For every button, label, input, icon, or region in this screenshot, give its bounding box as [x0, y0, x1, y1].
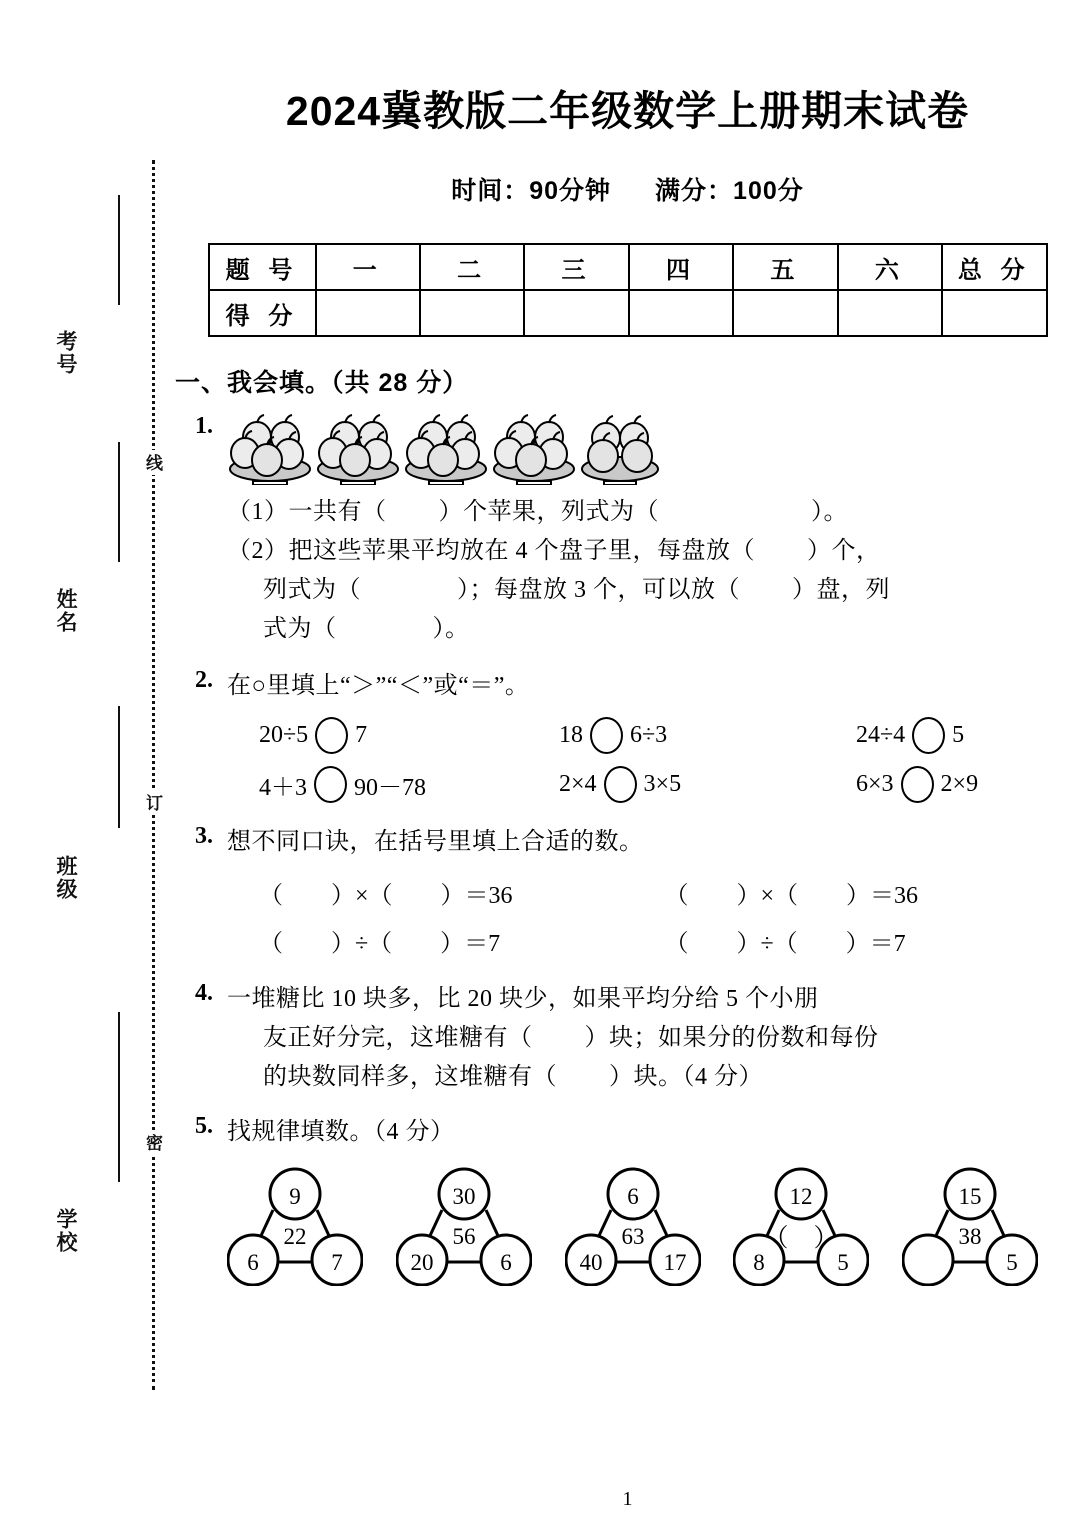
comparison-item	[856, 766, 978, 803]
score-col-4: 四	[629, 244, 733, 290]
comparison-circle[interactable]	[590, 717, 623, 754]
triangle-top-value: 9	[289, 1183, 301, 1209]
triangle-center-value: 63	[621, 1223, 644, 1249]
q1-p2-text-c: 列式为（	[263, 576, 361, 603]
question-4	[175, 980, 1070, 1097]
field-rule-class	[118, 706, 120, 828]
seal-char-bind: 订	[140, 790, 165, 815]
field-rule-school	[118, 1012, 120, 1182]
comparison-item	[259, 766, 559, 803]
q4-text-b: ）块；如果分的份数和每份	[584, 1025, 879, 1052]
triangle-top-value: 15	[958, 1183, 982, 1209]
q1-p2-text-g: ）。	[432, 615, 470, 642]
triangle-center-blank: （ ）	[763, 1224, 839, 1252]
triangle-right-value: 6	[500, 1249, 512, 1275]
question-1	[175, 413, 1070, 649]
sidebar-field-school: 学校	[54, 1208, 77, 1254]
question-4-number: 4.	[195, 980, 213, 1007]
triangle-center-value: 56	[452, 1223, 476, 1249]
q1-p1-text-a: （1）一共有（	[227, 499, 387, 525]
exam-total-score: 满分：100分	[655, 177, 804, 205]
page-title: 2024冀教版二年级数学上册期末试卷	[285, 88, 970, 134]
page-number: 1	[622, 1488, 633, 1510]
apple-plate	[579, 413, 661, 485]
cmp-left: 4＋3	[259, 775, 307, 802]
triangle-right-value: 5	[1006, 1249, 1018, 1275]
triangle-puzzle	[396, 1166, 532, 1286]
score-col-3: 三	[524, 244, 628, 290]
question-1-part-2	[227, 532, 1070, 571]
score-cell-6[interactable]	[838, 290, 942, 336]
apples-illustration	[227, 413, 1070, 485]
score-col-6: 六	[838, 244, 942, 290]
field-rule-name	[118, 442, 120, 562]
table-row	[209, 290, 1047, 336]
score-col-total: 总 分	[942, 244, 1046, 290]
score-cell-2[interactable]	[420, 290, 524, 336]
exam-meta	[175, 171, 1080, 207]
cmp-right: 7	[355, 722, 368, 749]
question-1-number: 1.	[195, 413, 213, 439]
question-4-line1: 一堆糖比 10 块多，比 20 块少，如果平均分给 5 个小朋	[227, 986, 819, 1013]
apple-plate	[403, 413, 489, 485]
triangle-puzzle	[902, 1166, 1038, 1286]
q1-p1-text-c: ）。	[811, 499, 848, 525]
score-cell-3[interactable]	[524, 290, 628, 336]
comparison-item	[559, 717, 856, 754]
cmp-right: 6÷3	[630, 722, 668, 749]
cmp-right: 3×5	[643, 771, 682, 798]
triangle-left-value: 8	[753, 1249, 765, 1275]
question-1-part-2-line3	[227, 610, 1070, 649]
triangle-top-value: 30	[452, 1183, 476, 1209]
q4-text-d: ）块。（4 分）	[609, 1064, 763, 1090]
question-1-part-2-line2	[227, 571, 1070, 610]
seal-sidebar	[0, 0, 175, 1527]
equation-row-2	[227, 923, 1070, 958]
comparison-circle[interactable]	[314, 766, 347, 803]
comparison-item	[559, 766, 856, 803]
exam-page	[175, 0, 1080, 1527]
cmp-left: 6×3	[856, 771, 894, 798]
question-2	[175, 667, 1070, 804]
equation-row-1	[227, 875, 1070, 910]
q1-p1-text-b: ）个苹果，列式为（	[438, 499, 659, 525]
comparison-circle[interactable]	[901, 766, 934, 803]
fill-equation[interactable]: （ ）÷（ ）＝7	[664, 931, 906, 958]
score-col-2: 二	[420, 244, 524, 290]
sidebar-field-name: 姓名	[54, 588, 77, 634]
score-table-row-label-score: 得 分	[209, 290, 316, 336]
score-table	[208, 243, 1048, 337]
triangle-puzzle	[733, 1166, 869, 1286]
seal-dotted-line	[152, 160, 155, 1390]
sidebar-field-class: 班级	[54, 855, 77, 901]
cmp-right: 90－78	[354, 775, 426, 802]
q1-p2-text-f: 式为（	[263, 615, 337, 642]
sidebar-field-exam-number: 考号	[54, 330, 77, 376]
triangle-right-value: 7	[331, 1249, 343, 1275]
seal-char-line: 线	[140, 450, 165, 475]
fill-equation[interactable]: （ ）×（ ）＝36	[664, 883, 919, 910]
question-3-number: 3.	[195, 823, 213, 850]
comparison-item	[259, 717, 559, 754]
triangle-right-value: 5	[837, 1249, 849, 1275]
q1-p2-text-b: ）个，	[807, 537, 881, 564]
comparison-circle[interactable]	[604, 766, 637, 803]
comparison-circle[interactable]	[315, 717, 348, 754]
question-5-number: 5.	[195, 1112, 213, 1139]
q1-p2-text-d: ）；每盘放 3 个，可以放（	[457, 576, 740, 603]
field-rule-exam	[118, 195, 120, 305]
triangle-puzzle	[565, 1166, 701, 1286]
score-cell-total[interactable]	[942, 290, 1046, 336]
score-cell-5[interactable]	[733, 290, 837, 336]
question-3-prompt: 想不同口诀，在括号里填上合适的数。	[227, 829, 644, 856]
fill-equation[interactable]: （ ）×（ ）＝36	[259, 883, 513, 910]
apple-plate	[315, 413, 401, 485]
question-4-line2	[227, 1019, 1070, 1058]
cmp-left: 2×4	[559, 771, 597, 798]
cmp-right: 2×9	[940, 771, 979, 798]
triangle-top-value: 12	[789, 1183, 813, 1209]
triangle-center-value: 38	[958, 1223, 982, 1249]
cmp-left: 24÷4	[856, 722, 906, 749]
question-1-part-1	[227, 493, 1070, 532]
question-5	[175, 1113, 1070, 1152]
triangle-left-value: 6	[247, 1249, 259, 1275]
q4-text-c: 的块数同样多，这堆糖有（	[263, 1064, 557, 1090]
section-heading-1: 一、我会填。（共 28 分）	[175, 369, 469, 397]
question-3	[175, 823, 1070, 958]
fill-equation[interactable]: （ ）÷（ ）＝7	[259, 931, 501, 958]
score-table-row-label-qnum: 题 号	[209, 244, 316, 290]
question-4-line3	[227, 1058, 1070, 1097]
q1-p2-text-a: （2）把这些苹果平均放在 4 个盘子里，每盘放（	[227, 537, 755, 564]
triangle-right-value: 17	[663, 1249, 686, 1275]
exam-time: 时间：90分钟	[451, 177, 612, 205]
triangle-center-value: 22	[283, 1223, 307, 1249]
comparison-item	[856, 717, 964, 754]
comparison-circle[interactable]	[912, 717, 945, 754]
triangle-left-value: 20	[410, 1249, 434, 1275]
score-cell-4[interactable]	[629, 290, 733, 336]
question-2-prompt: 在○里填上“＞”“＜”或“＝”。	[227, 672, 530, 699]
cmp-left: 18	[559, 722, 583, 749]
apple-plate	[491, 413, 577, 485]
triangle-puzzles	[175, 1166, 1070, 1286]
cmp-left: 20÷5	[259, 722, 309, 749]
score-cell-1[interactable]	[316, 290, 420, 336]
comparison-row-1	[227, 717, 1070, 754]
q4-text-a: 友正好分完，这堆糖有（	[263, 1025, 533, 1052]
triangle-top-value: 6	[626, 1183, 639, 1209]
seal-char-seal: 密	[140, 1130, 165, 1155]
triangle-puzzle	[227, 1166, 363, 1286]
triangle-left-value: 40	[579, 1249, 602, 1275]
exam-body	[175, 363, 1080, 1286]
score-col-5: 五	[733, 244, 837, 290]
comparison-row-2	[227, 766, 1070, 803]
q1-p2-text-e: ）盘，列	[792, 576, 890, 603]
table-row	[209, 244, 1047, 290]
score-col-1: 一	[316, 244, 420, 290]
cmp-right: 5	[952, 722, 965, 749]
apple-plate	[227, 413, 313, 485]
question-5-prompt: 找规律填数。（4 分）	[227, 1118, 455, 1145]
question-2-number: 2.	[195, 666, 213, 693]
